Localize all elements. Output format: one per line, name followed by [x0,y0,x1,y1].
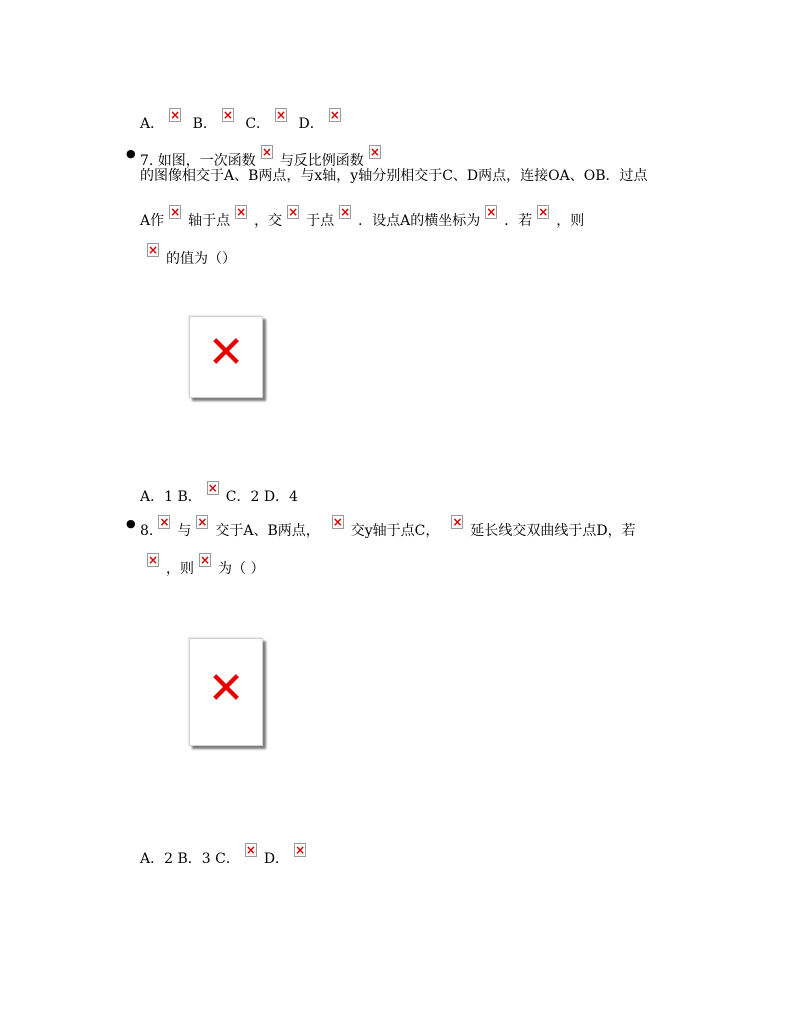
q7-l3-4: ．设点A的横坐标为 [358,213,481,229]
q7-options-a: A．1 B． [140,489,202,505]
q8-t5: 为（ ） [218,561,265,577]
q6-option-b: B． [192,116,217,132]
q8-t3: 延长线交双曲线于点D，若 [470,523,636,539]
broken-image-icon [222,108,234,122]
broken-image-icon [287,205,299,219]
broken-image-icon [369,145,381,159]
q8-options [140,843,313,868]
broken-image-icon [147,243,159,257]
broken-image-icon [169,205,181,219]
q6-option-a: A． [140,116,165,132]
q7-options [140,481,298,506]
q7-line2: 的图像相交于A、B两点，与x轴，y轴分别相交于C、D两点，连接OA、OB．过点 [140,168,648,184]
q7-l4: 的值为（） [166,251,236,267]
q8-t2: 交y轴于点C， [350,523,440,539]
q7-mid: 与反比例函数 [279,153,364,169]
q7-bullet: ● [126,147,136,160]
broken-image-icon [339,205,351,219]
q8-t4: ，则 [166,561,194,577]
q7-line3 [140,205,584,230]
q8-line2 [143,553,264,578]
broken-image-icon [332,515,344,529]
broken-image-icon [199,553,211,567]
q7-options-c: C．2 D．4 [225,489,298,505]
q8-t1: 交于A、B两点， [215,523,320,539]
q8-bullet: ● [126,517,136,530]
q7-l3-1: 轴于点 [188,213,231,229]
q6-option-d: D． [298,116,324,132]
broken-image-icon [169,108,181,122]
q6-options [140,108,348,133]
broken-image-icon [261,145,273,159]
q7-prefix: 7. 如图，一次函数 [140,153,256,169]
q7-l3-0: A作 [140,213,165,229]
broken-image-icon [196,515,208,529]
q7-figure-broken-image-icon: ✕ [189,316,263,398]
q8-figure-broken-image-icon: ✕ [189,638,263,746]
broken-image-icon [294,843,306,857]
broken-image-icon [207,481,219,495]
q7-l3-2: ，交 [254,213,283,229]
broken-image-icon [275,108,287,122]
broken-image-icon [485,205,497,219]
q6-option-c: C． [245,116,271,132]
broken-image-icon [158,515,170,529]
broken-image-icon [245,843,257,857]
broken-image-icon [451,515,463,529]
q8-line1 [140,515,636,540]
broken-image-icon [235,205,247,219]
broken-image-icon [537,205,549,219]
q8-options-a: A．2 B．3 C． [140,851,240,867]
q7-l3-5: ．若 [504,213,533,229]
broken-image-icon [329,108,341,122]
q8-yu: 与 [177,523,192,539]
q7-l3-3: 于点 [306,213,335,229]
broken-image-icon [147,553,159,567]
q8-options-d: D． [263,851,290,867]
q7-l3-6: ，则 [556,213,585,229]
q8-num: 8. [140,523,154,539]
q7-line4 [143,243,236,268]
